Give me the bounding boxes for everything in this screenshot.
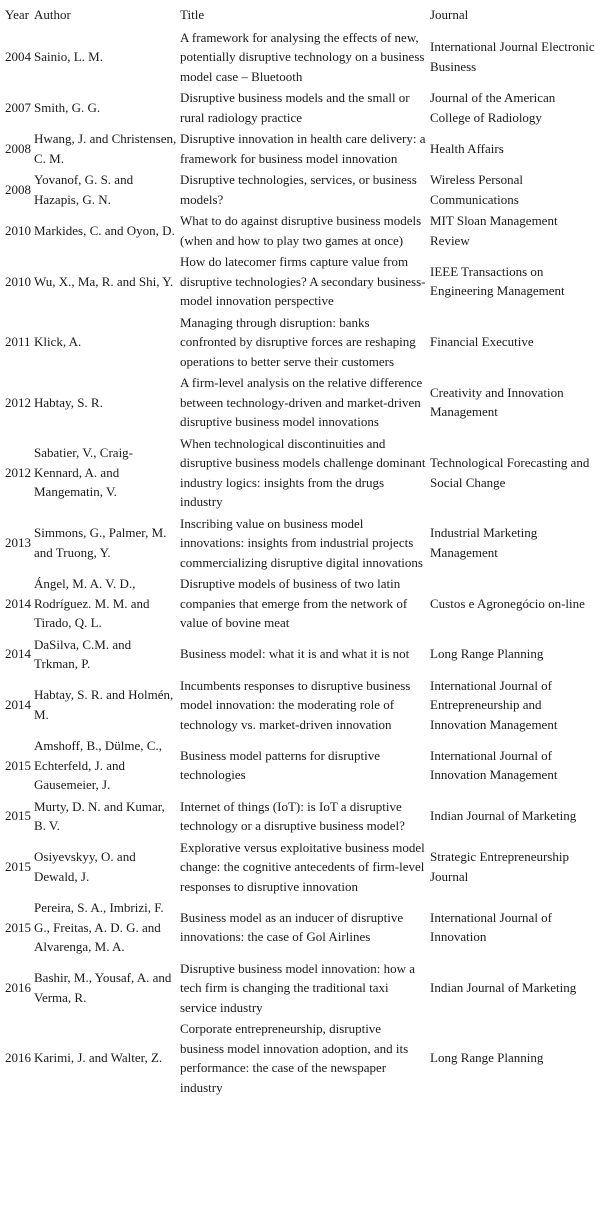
- cell-year: 2010: [5, 222, 31, 238]
- cell-author: Smith, G. G.: [34, 99, 101, 115]
- cell-author: Markides, C. and Oyon, D.: [34, 222, 175, 238]
- cell-journal: Indian Journal of Marketing: [430, 980, 577, 995]
- cell-title: A framework for analysing the effects of new, potentially disruptive technology on a business model case – Bluetooth: [180, 29, 425, 84]
- cell-journal: International Journal of Innovation: [430, 909, 553, 945]
- cell-journal: Custos e Agronegócio on-line: [430, 595, 585, 611]
- cell-year: 2008: [5, 181, 31, 197]
- cell-journal: Health Affairs: [430, 140, 504, 156]
- cell-author: Sabatier, V., Craig-Kennard, A. and Mangematin, V.: [34, 445, 134, 500]
- cell-title: Corporate entrepreneurship, disruptive business model innovation adoption, and its performance: the case of the newspaper industry: [180, 1021, 409, 1095]
- header-title: Title: [180, 7, 205, 22]
- cell-author: Habtay, S. R. and Holmén, M.: [34, 687, 174, 722]
- cell-year: 2011: [5, 334, 31, 349]
- table-row: [0, 1018, 600, 1098]
- cell-journal: Financial Executive: [430, 334, 534, 349]
- cell-author: Ángel, M. A. V. D., Rodríguez. M. M. and Tirado, Q. L.: [34, 576, 150, 630]
- cell-journal: Wireless Personal Communications: [430, 172, 523, 207]
- cell-year: 2007: [5, 99, 31, 115]
- cell-title: Business model: what it is and what it is not: [180, 646, 410, 662]
- cell-author: Sainio, L. M.: [34, 49, 103, 64]
- cell-title: Inscribing value on business model innovations: insights from industrial projects commercializing disruptive digital innovations: [180, 515, 423, 570]
- table-row: [0, 513, 600, 574]
- cell-author: Wu, X., Ma, R. and Shi, Y.: [34, 273, 174, 289]
- cell-year: 2016: [5, 1050, 31, 1066]
- table-row: [0, 433, 600, 513]
- cell-journal: MIT Sloan Management Review: [430, 213, 558, 248]
- cell-year: 2015: [5, 859, 31, 874]
- cell-year: 2015: [5, 757, 31, 773]
- cell-title: Business model patterns for disruptive technologies: [180, 747, 381, 783]
- header-year: Year: [5, 7, 29, 22]
- cell-journal: Long Range Planning: [430, 646, 544, 662]
- cell-journal: IEEE Transactions on Engineering Management: [430, 263, 565, 299]
- table-row: [0, 210, 600, 251]
- cell-year: 2014: [5, 595, 31, 611]
- cell-journal: International Journal of Entrepreneurship and Innovation Management: [430, 677, 558, 732]
- cell-year: 2016: [5, 980, 31, 995]
- cell-author: Pereira, S. A., Imbrizi, F. G., Freitas, A. D. G. and Alvarenga, M. A.: [34, 900, 164, 954]
- cell-title: Disruptive innovation in health care delivery: a framework for business model innovation: [180, 131, 426, 166]
- cell-journal: Strategic Entrepreneurship Journal: [430, 849, 569, 884]
- cell-title: How do latecomer firms capture value from disruptive technologies? A secondary business-model innovation perspective: [180, 254, 426, 308]
- literature-table: [0, 4, 600, 1098]
- table-row: [0, 634, 600, 675]
- cell-year: 2008: [5, 140, 31, 156]
- cell-year: 2010: [5, 273, 31, 289]
- cell-journal: Journal of the American College of Radiology: [430, 90, 556, 125]
- table-row: [0, 27, 600, 88]
- cell-title: Disruptive business model innovation: how a tech firm is changing the traditional taxi service industry: [180, 960, 416, 1015]
- cell-year: 2013: [5, 535, 31, 550]
- table-row: [0, 372, 600, 433]
- cell-author: Amshoff, B., Dülme, C., Echterfeld, J. and Gausemeier, J.: [34, 738, 162, 792]
- cell-title: A firm-level analysis on the relative difference between technology-driven and market-driven disruptive business model innovations: [180, 375, 423, 429]
- cell-title: Managing through disruption: banks confronted by disruptive forces are reshaping operations to better serve their customers: [180, 314, 416, 369]
- table-row: [0, 573, 600, 634]
- cell-author: Klick, A.: [34, 334, 82, 349]
- table-row: [0, 169, 600, 210]
- table-row: [0, 735, 600, 796]
- cell-journal: Creativity and Innovation Management: [430, 384, 564, 420]
- table-row: [0, 128, 600, 169]
- header-row: [0, 4, 600, 27]
- cell-journal: International Journal Electronic Business: [430, 39, 595, 74]
- cell-year: 2012: [5, 394, 31, 410]
- cell-journal: International Journal of Innovation Management: [430, 747, 558, 783]
- cell-title: Explorative versus exploitative business model change: the cognitive antecedents of firm-level responses to disruptive innovation: [180, 839, 425, 894]
- table-row: [0, 958, 600, 1019]
- table-row: [0, 312, 600, 373]
- cell-year: 2012: [5, 464, 31, 480]
- table-row: [0, 837, 600, 898]
- table-row: [0, 251, 600, 312]
- header-author: Author: [34, 7, 71, 22]
- cell-year: 2015: [5, 808, 31, 824]
- cell-title: Internet of things (IoT): is IoT a disruptive technology or a disruptive business model?: [180, 798, 405, 833]
- table-body: [0, 27, 600, 1099]
- cell-title: Disruptive models of business of two latin companies that emerge from the network of value of bovine meat: [180, 576, 408, 630]
- cell-author: Murty, D. N. and Kumar, B. V.: [34, 798, 165, 833]
- cell-title: What to do against disruptive business models (when and how to play two games at once): [180, 213, 422, 248]
- cell-author: Karimi, J. and Walter, Z.: [34, 1050, 163, 1066]
- cell-author: Simmons, G., Palmer, M. and Truong, Y.: [34, 525, 167, 560]
- cell-title: Business model as an inducer of disruptive innovations: the case of Gol Airlines: [180, 909, 404, 945]
- table-row: [0, 675, 600, 736]
- cell-author: Osiyevskyy, O. and Dewald, J.: [34, 849, 136, 884]
- cell-author: Hwang, J. and Christensen, C. M.: [34, 131, 177, 166]
- cell-author: Bashir, M., Yousaf, A. and Verma, R.: [34, 970, 172, 1005]
- table-row: [0, 897, 600, 958]
- header-journal: Journal: [430, 7, 469, 22]
- cell-title: When technological discontinuities and disruptive business models challenge dominant industry logics: insights from the drugs industry: [180, 435, 426, 509]
- cell-year: 2004: [5, 49, 31, 64]
- cell-year: 2014: [5, 697, 31, 712]
- cell-journal: Long Range Planning: [430, 1050, 544, 1066]
- cell-title: Disruptive technologies, services, or business models?: [180, 172, 417, 207]
- cell-author: Habtay, S. R.: [34, 394, 103, 410]
- cell-title: Disruptive business models and the small or rural radiology practice: [180, 90, 410, 125]
- cell-journal: Technological Forecasting and Social Change: [430, 455, 590, 490]
- cell-journal: Indian Journal of Marketing: [430, 808, 577, 824]
- cell-journal: Industrial Marketing Management: [430, 525, 538, 560]
- cell-year: 2015: [5, 919, 31, 935]
- cell-year: 2014: [5, 646, 31, 662]
- table-row: [0, 796, 600, 837]
- cell-title: Incumbents responses to disruptive business model innovation: the moderating role of technology vs. market-driven innovation: [180, 677, 411, 732]
- cell-author: DaSilva, C.M. and Trkman, P.: [34, 636, 132, 671]
- table-row: [0, 87, 600, 128]
- cell-author: Yovanof, G. S. and Hazapis, G. N.: [34, 172, 134, 207]
